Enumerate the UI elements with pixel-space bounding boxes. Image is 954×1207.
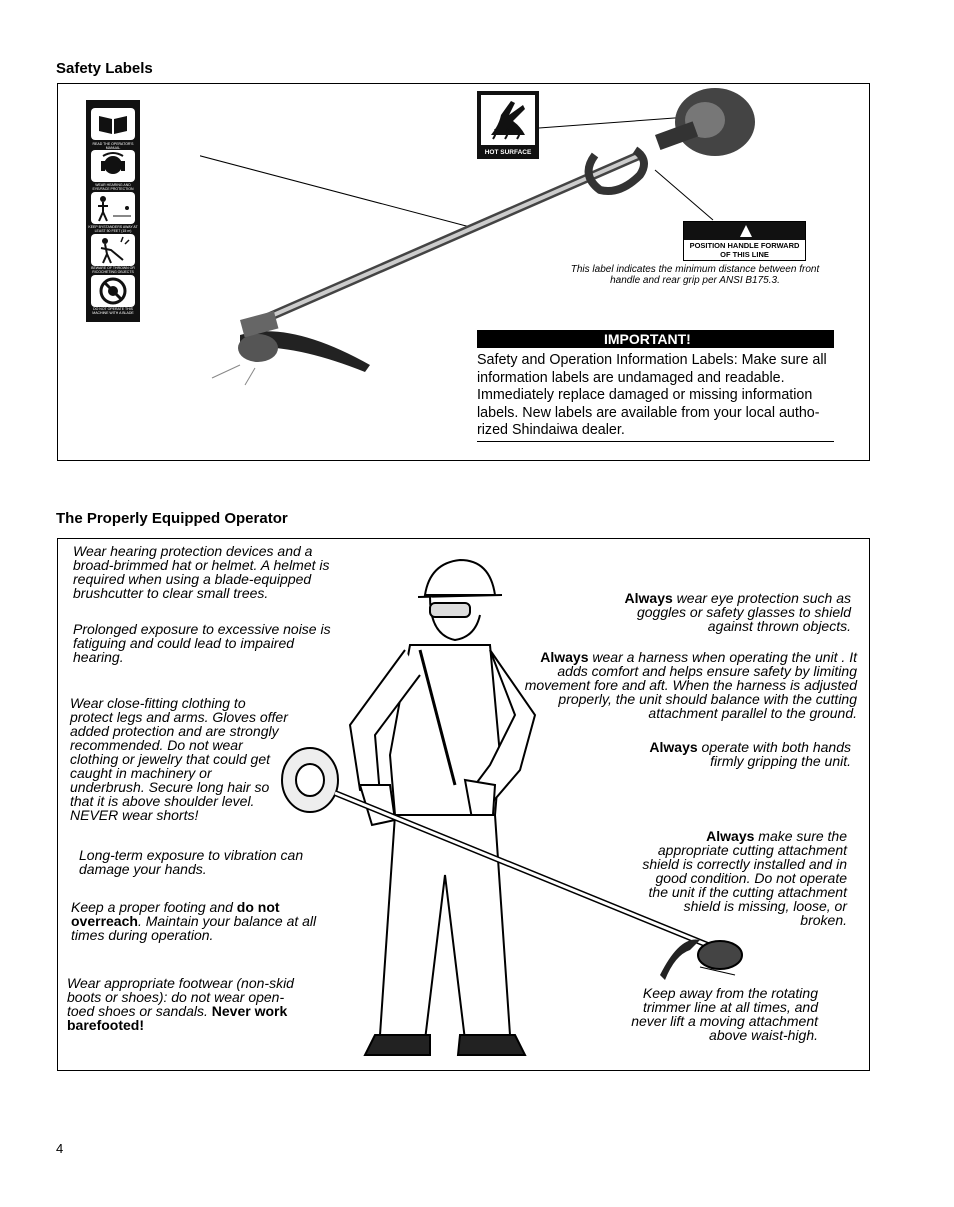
hot-hand-icon: [481, 95, 535, 145]
important-rule: [477, 441, 834, 442]
eye-note: Always wear eye protection such as goggles or safety glasses to shield against thrown objects.: [624, 590, 851, 634]
strip-caption: KEEP BYSTANDERS AWAY AT LEAST 50 FEET (15 m): [88, 225, 138, 233]
footing-note: Keep a proper footing and do not overreach. Maintain your balance at all times during operation.: [71, 899, 317, 943]
hearing-protection-icon: [91, 150, 135, 182]
position-label-note: This label indicates the minimum distance between front handle and rear grip per ANSI B175.3.: [570, 264, 820, 286]
safety-label-strip: [86, 100, 140, 322]
important-text: Safety and Operation Information Labels: Make sure all information labels are undamaged and readable. Immediately replace damaged or missing information labels. New labels are available from your local autho-rized Shindaiwa dealer.: [477, 352, 827, 438]
manual-icon: [91, 108, 135, 140]
strip-caption: READ THE OPERATOR'S MANUAL: [92, 142, 134, 150]
strip-caption: BEWARE OF THROWN OR RICOCHETING OBJECTS: [91, 266, 135, 274]
warning-triangle-icon: [740, 225, 752, 237]
hands-note: Always operate with both hands firmly gripping the unit.: [649, 739, 851, 769]
hot-surface-text: HOT SURFACE: [484, 149, 532, 156]
safety-labels-heading: Safety Labels: [56, 60, 153, 77]
clothing-note: Wear close-fitting clothing to protect legs and arms. Gloves offer added protection and are strongly recommended. Do not wear clothing or jewelry that could get caught in machinery or underbrush. Secure long hair so that it is above shoulder level. NEVER wear shorts!: [70, 695, 288, 823]
operator-heading: The Properly Equipped Operator: [56, 510, 288, 527]
noise-note: Prolonged exposure to excessive noise is fatiguing and could lead to impaired hearing.: [73, 621, 331, 665]
no-blade-icon: [91, 275, 135, 307]
hot-surface-label: [477, 91, 539, 159]
vibration-note: Long-term exposure to vibration can damage your hands.: [79, 847, 304, 877]
hearing-note: Wear hearing protection devices and a broad-brimmed hat or helmet. A helmet is required when using a blade-equipped brushcutter to clear small trees.: [73, 543, 330, 601]
page-number: 4: [56, 1141, 64, 1156]
trimmer-line-note: Keep away from the rotating trimmer line at all times, and never lift a moving attachment above waist-high.: [631, 985, 818, 1043]
position-handle-label: [683, 221, 806, 261]
important-title: IMPORTANT!: [477, 330, 834, 348]
thrown-objects-icon: [91, 234, 135, 266]
shield-note: Always make sure the appropriate cutting attachment shield is correctly installed and in good condition. Do not operate the unit if the cutting attachment shield is missing, loose, or broken.: [642, 828, 847, 928]
strip-caption: WEAR HEARING AND EYE/FACE PROTECTION: [92, 183, 134, 191]
harness-note: Always wear a harness when operating the unit . It adds comfort and helps ensure safety by limiting movement fore and aft. When the harness is adjusted properly, the unit should balance with the cutting attachment parallel to the ground.: [524, 649, 857, 721]
bystander-distance-icon: [91, 192, 135, 224]
strip-caption: DO NOT OPERATE THIS MACHINE WITH A BLADE: [92, 307, 134, 315]
position-handle-text: POSITION HANDLE FORWARD OF THIS LINE: [689, 241, 800, 259]
footwear-note: Wear appropriate footwear (non-skid boots or shoes): do not wear open-toed shoes or sandals. Never work barefooted!: [67, 975, 294, 1033]
